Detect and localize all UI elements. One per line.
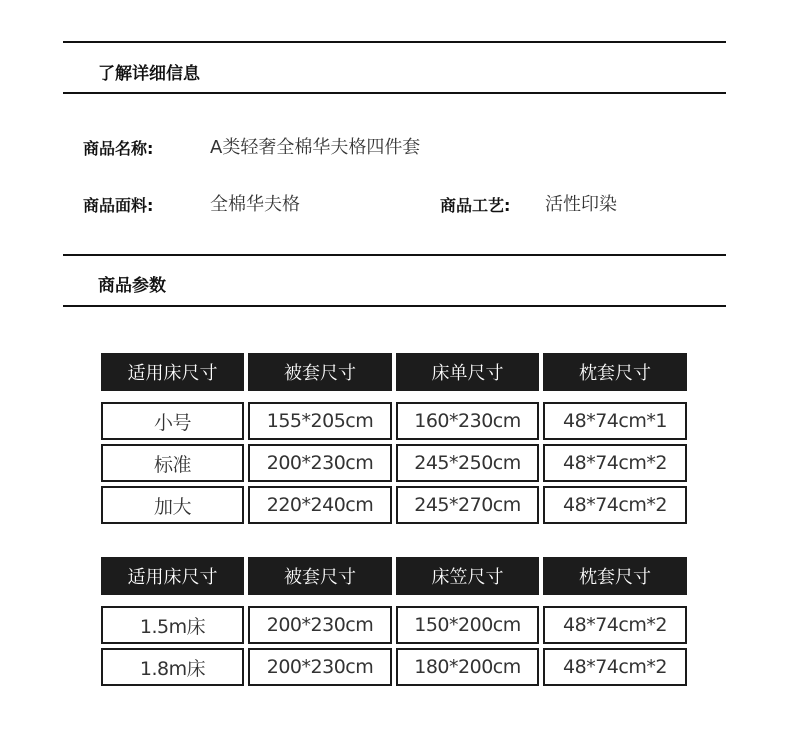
table-cell: 245*250cm (396, 444, 539, 482)
craft-label: 商品工艺: (440, 196, 511, 215)
table-cell: 200*230cm (248, 606, 392, 644)
table-cell: 155*205cm (248, 402, 392, 440)
product-name-value: A类轻奢全棉华夫格四件套 (210, 137, 421, 158)
table-cell: 200*230cm (248, 444, 392, 482)
table-header-cell: 被套尺寸 (248, 557, 392, 595)
table-cell: 48*74cm*2 (543, 486, 687, 524)
table-cell: 160*230cm (396, 402, 539, 440)
params-top-divider (63, 254, 726, 256)
table-cell: 48*74cm*2 (543, 648, 687, 686)
table-header-cell: 枕套尺寸 (543, 353, 687, 391)
params-section-title: 商品参数 (98, 276, 166, 296)
table-header-cell: 床笠尺寸 (396, 557, 539, 595)
detail-section-title: 了解详细信息 (98, 64, 200, 84)
table-cell: 245*270cm (396, 486, 539, 524)
table-cell: 1.5m床 (101, 606, 244, 644)
table-header-cell: 枕套尺寸 (543, 557, 687, 595)
params-title-divider (63, 305, 726, 307)
table-cell: 小号 (101, 402, 244, 440)
table-cell: 150*200cm (396, 606, 539, 644)
table-cell: 48*74cm*1 (543, 402, 687, 440)
table-cell: 48*74cm*2 (543, 444, 687, 482)
table-cell: 200*230cm (248, 648, 392, 686)
fabric-label: 商品面料: (83, 196, 154, 215)
table-header-cell: 被套尺寸 (248, 353, 392, 391)
table-header-cell: 床单尺寸 (396, 353, 539, 391)
detail-title-divider (63, 92, 726, 94)
table-header-cell: 适用床尺寸 (101, 557, 244, 595)
top-divider (63, 41, 726, 43)
table-cell: 标准 (101, 444, 244, 482)
fabric-value: 全棉华夫格 (210, 194, 300, 215)
craft-value: 活性印染 (545, 194, 617, 215)
table-header-cell: 适用床尺寸 (101, 353, 244, 391)
table-cell: 220*240cm (248, 486, 392, 524)
table-cell: 48*74cm*2 (543, 606, 687, 644)
table-cell: 180*200cm (396, 648, 539, 686)
product-name-label: 商品名称: (83, 139, 154, 158)
table-cell: 1.8m床 (101, 648, 244, 686)
table-cell: 加大 (101, 486, 244, 524)
